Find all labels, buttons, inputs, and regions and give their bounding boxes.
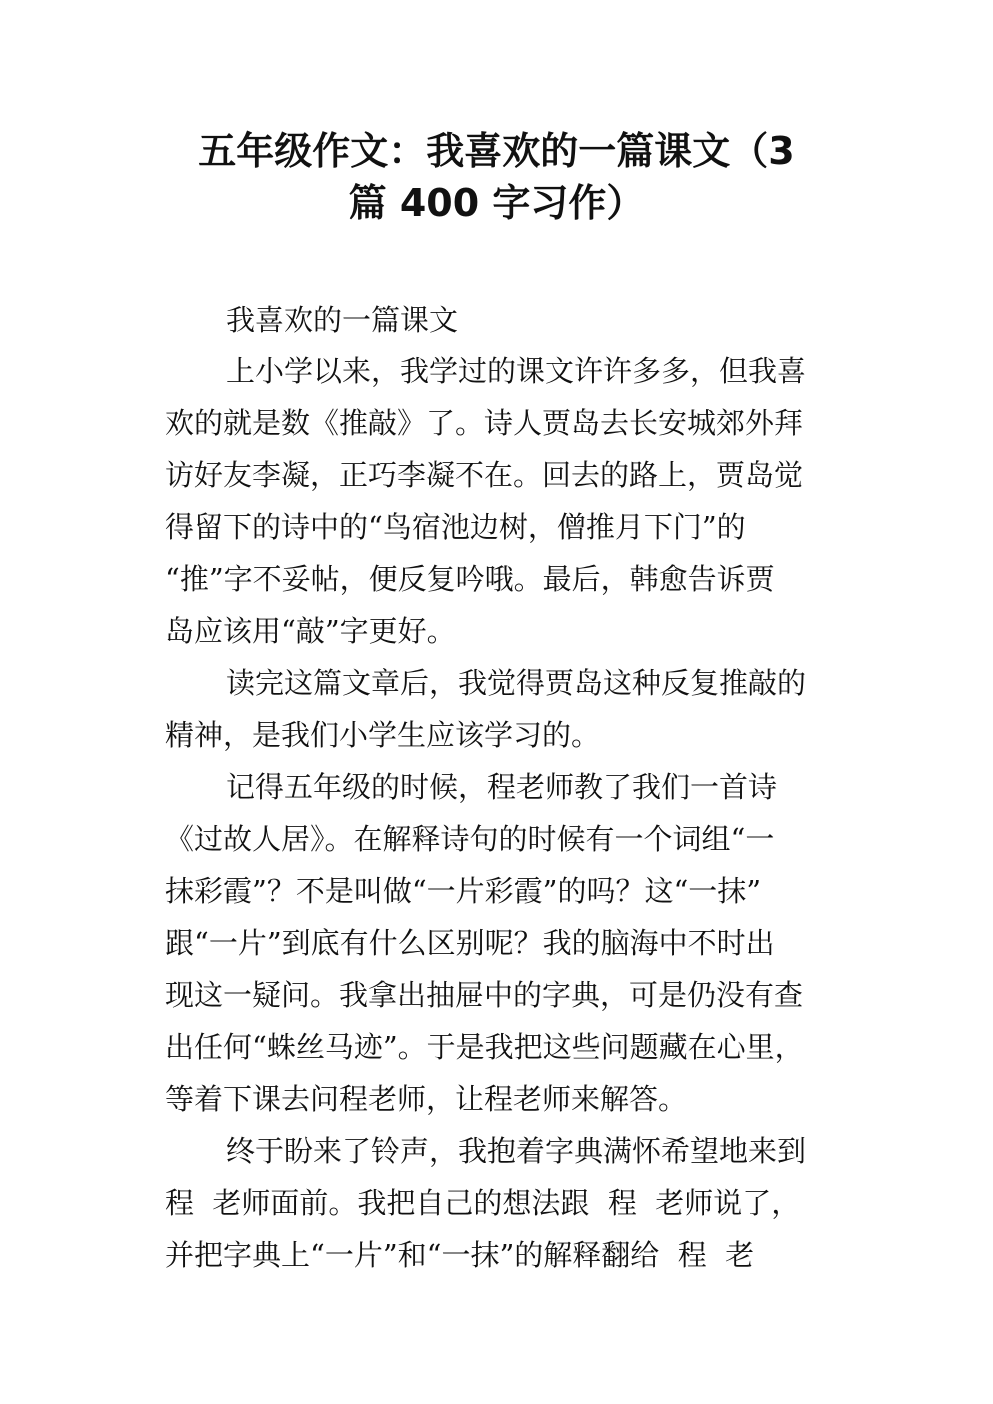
document-title-line-2: 篇 400 字习作）: [348, 181, 645, 225]
section-heading: 我喜欢的一篇课文: [226, 303, 459, 337]
body-line: 出任何“蛛丝马迹”。于是我把这些问题藏在心里，: [165, 1030, 804, 1064]
body-line: 并把字典上“一片”和“一抹”的解释翻给 程 老: [165, 1238, 755, 1272]
body-line: 精神，是我们小学生应该学习的。: [165, 718, 601, 752]
body-line: 等着下课去问程老师，让程老师来解答。: [165, 1082, 688, 1116]
body-line: 访好友李凝，正巧李凝不在。回去的路上，贾岛觉: [165, 458, 804, 492]
body-line: 《过故人居》。在解释诗句的时候有一个词组“一: [165, 822, 775, 856]
body-line: 现这一疑问。我拿出抽屉中的字典，可是仍没有查: [165, 978, 804, 1012]
body-line: 上小学以来，我学过的课文许许多多，但我喜: [226, 354, 807, 388]
body-line: 欢的就是数《推敲》了。诗人贾岛去长安城郊外拜: [165, 406, 804, 440]
body-line: 抹彩霞”？不是叫做“一片彩霞”的吗？这“一抹”: [165, 874, 762, 908]
body-line: 读完这篇文章后，我觉得贾岛这种反复推敲的: [226, 666, 807, 700]
body-line: 岛应该用“敲”字更好。: [165, 614, 456, 648]
body-line: “推”字不妥帖，便反复吟哦。最后，韩愈告诉贾: [165, 562, 775, 596]
body-line: 程 老师面前。我把自己的想法跟 程 老师说了，: [165, 1186, 801, 1220]
body-line: 记得五年级的时候，程老师教了我们一首诗: [226, 770, 778, 804]
body-line: 终于盼来了铃声，我抱着字典满怀希望地来到: [226, 1134, 807, 1168]
document-title-line-1: 五年级作文：我喜欢的一篇课文（3: [198, 129, 795, 173]
body-line: 跟“一片”到底有什么区别呢？我的脑海中不时出: [165, 926, 775, 960]
body-line: 得留下的诗中的“鸟宿池边树，僧推月下门”的: [165, 510, 746, 544]
